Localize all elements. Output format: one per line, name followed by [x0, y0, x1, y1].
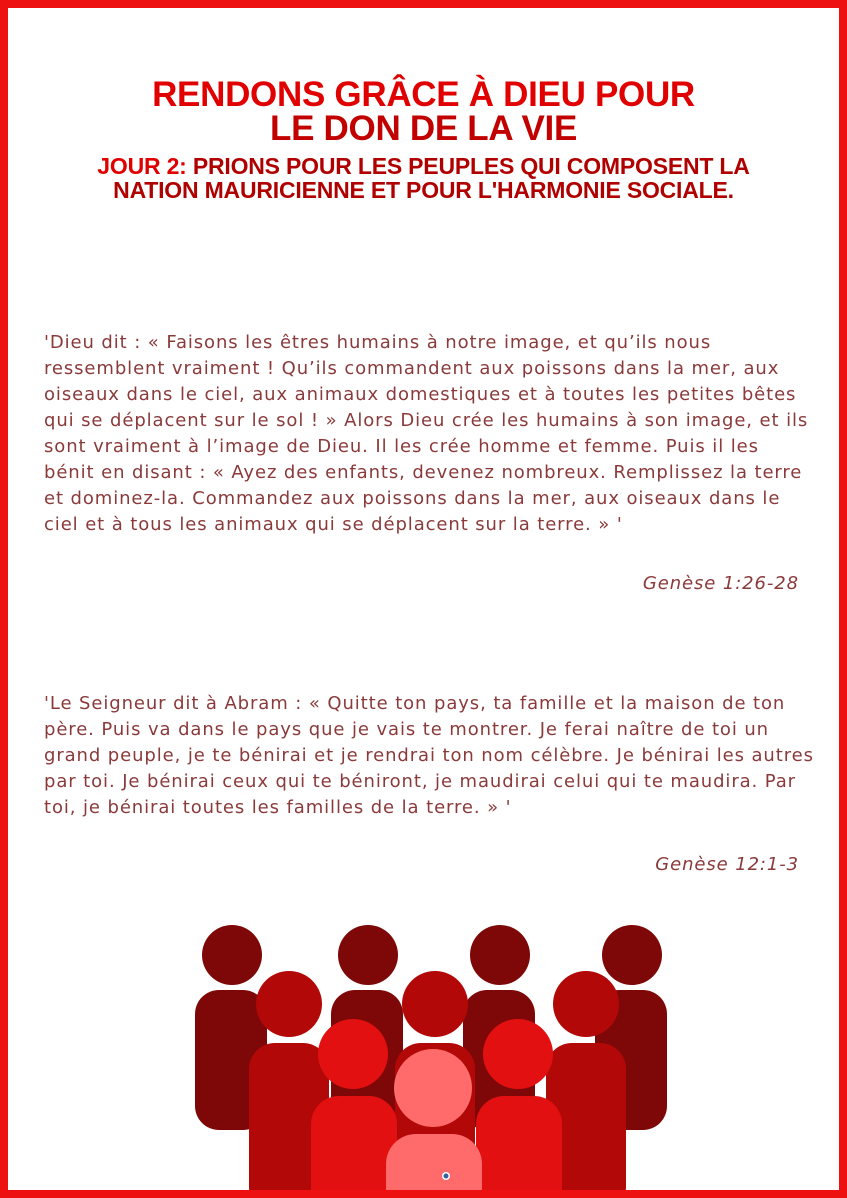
brand-logo-text: LEVE ...: [426, 1192, 462, 1198]
header: [8, 75, 839, 203]
seal-icon: [442, 1172, 450, 1180]
person-icon: [311, 1019, 397, 1198]
scripture-reference-1: Genèse 1:26-28: [642, 573, 799, 594]
subtitle-day-label: JOUR 2:: [97, 153, 187, 179]
page-title: [8, 75, 839, 148]
scripture-passage-2: 'Le Seigneur dit à Abram : « Quitte ton pays, ta famille et la maison de ton père. Puis va dans le pays que je vais te montrer. Je ferai naître de toi un grand peuple, je te bénirai et je rendrai ton nom célèbre. Je bénirai les autres par toi. Je bénirai ceux qui te béniront, je maudirai celui qui te maudira. Par toi, je bénirai toutes les familles de la terre. » ': [44, 693, 814, 818]
scripture-passage-1: 'Dieu dit : « Faisons les êtres humains à notre image, et qu’ils nous ressemblent vraiment ! Qu’ils commandent aux poissons dans la mer, aux oiseaux dans le ciel, aux animaux domestiques et à toutes les petites bêtes qui se déplacent sur le sol ! » Alors Dieu crée les humains à son image, et ils sont vraiment à l’image de Dieu. Il les crée homme et femme. Puis il les bénit en disant : « Ayez des enfants, devenez nombreux. Remplissez la terre et dominez-la. Commandez aux poissons dans la mer, aux oiseaux dans le ciel et à tous les animaux qui se déplacent sur la terre. » ': [44, 332, 809, 535]
subtitle: [94, 154, 754, 202]
subtitle-text: PRIONS POUR LES PEUPLES QUI COMPOSENT LA NATION MAURICIENNE ET POUR L'HARMONIE SOCIALE.: [113, 153, 750, 203]
title-line-1: RENDONS GRÂCE À DIEU POUR: [152, 75, 695, 114]
crowd-of-people-icon: [8, 908, 847, 1198]
title-line-2: LE DON DE LA VIE: [270, 109, 577, 148]
person-icon: [476, 1019, 562, 1198]
scripture-reference-2: Genèse 12:1-3: [655, 854, 799, 875]
